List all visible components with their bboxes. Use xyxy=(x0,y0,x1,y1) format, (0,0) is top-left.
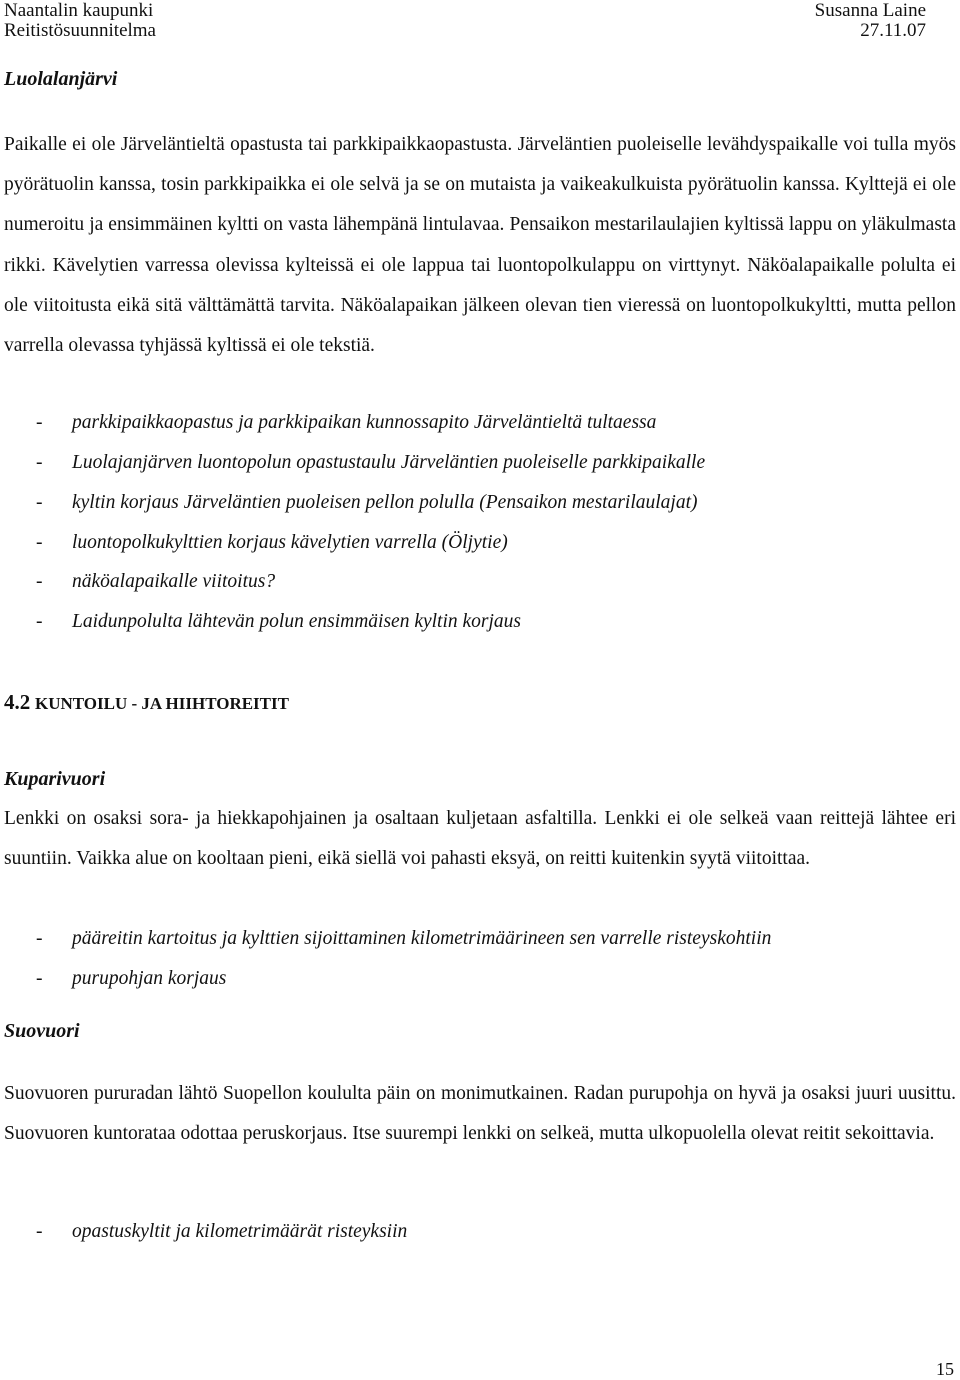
list-item: - pääreitin kartoitus ja kylttien sijoittaminen kilometrimäärineen sen varrelle risteyskohtiin xyxy=(36,928,772,949)
header-date: 27.11.07 xyxy=(860,20,926,41)
paragraph-kuparivuori: Lenkki on osaksi sora- ja hiekkapohjainen ja osaltaan kuljetaan asfaltilla. Lenkki ei ole selkeä vaan reittejä lähtee eri suuntiin. Vaikka alue on kooltaan pieni, eikä siellä voi pahasti eksyä, on reitti kuitenkin syytä viitoittaa. xyxy=(4,808,956,870)
section-number: 4.2 xyxy=(4,690,31,714)
list-item: - opastuskyltit ja kilometrimäärät risteyksiin xyxy=(36,1221,408,1242)
paragraph-suovuori: Suovuoren pururadan lähtö Suopellon koululta päin on monimutkainen. Radan purupohja on hyvä ja osaksi juuri uusittu. Suovuoren kuntorataa odottaa peruskorjaus. Itse suurempi lenkki on selkeä, mutta ulkopuolella olevat reitit sekoittavia. xyxy=(4,1083,956,1145)
list-item: - luontopolkukylttien korjaus kävelytien varrella (Öljytie) xyxy=(36,532,508,553)
list-item: - Luolajanjärven luontopolun opastustaulu Järveläntien puoleiselle parkkipaikalle xyxy=(36,452,706,473)
section-heading-suovuori: Suovuori xyxy=(4,1020,80,1042)
header-doc-title: Reitistösuunnitelma xyxy=(4,20,156,41)
page-number: 15 xyxy=(936,1359,954,1379)
header-org: Naantalin kaupunki xyxy=(4,0,154,21)
header-author: Susanna Laine xyxy=(814,0,926,21)
list-item: - purupohjan korjaus xyxy=(36,968,227,989)
section-heading-luolalanjarvi: Luolalanjärvi xyxy=(4,68,118,90)
section-heading-kuparivuori: Kuparivuori xyxy=(4,768,106,790)
section-title-4-2 xyxy=(4,689,289,717)
paragraph-luolalanjarvi: Paikalle ei ole Järveläntieltä opastusta tai parkkipaikkaopastusta. Järveläntien puoleiselle levähdyspaikalle voi tulla myös pyörätuolin kanssa, tosin parkkipaikka ei ole selvä ja se on mutaista ja vaikeakulkuista pyörätuolin kanssa. Kylttejä ei ole numeroitu ja ensimmäinen kyltti on vasta lähempänä lintulavaa. Pensaikon mestarilaulajien kyltissä lappu on yläkulmasta rikki. Kävelytien varressa olevissa kylteissä ei ole lappua tai luontopolkulappu on virttynyt. Näköalapaikalle polulta ei ole viitoitusta eikä sitä välttämättä tarvita. Näköalapaikan jälkeen olevan tien vieressä on luontopolkukyltti, mutta pellon varrella olevassa tyhjässä kyltissä ei ole tekstiä. xyxy=(4,134,956,357)
list-item: - näköalapaikalle viitoitus? xyxy=(36,571,276,592)
list-item: - Laidunpolulta lähtevän polun ensimmäisen kyltin korjaus xyxy=(36,611,522,632)
list-item: - kyltin korjaus Järveläntien puoleisen pellon polulla (Pensaikon mestarilaulajat) xyxy=(36,492,698,513)
section-title: KUNTOILU - JA HIIHTOREITIT xyxy=(35,694,289,713)
list-item: - parkkipaikkaopastus ja parkkipaikan kunnossapito Järveläntieltä tultaessa xyxy=(36,412,657,433)
